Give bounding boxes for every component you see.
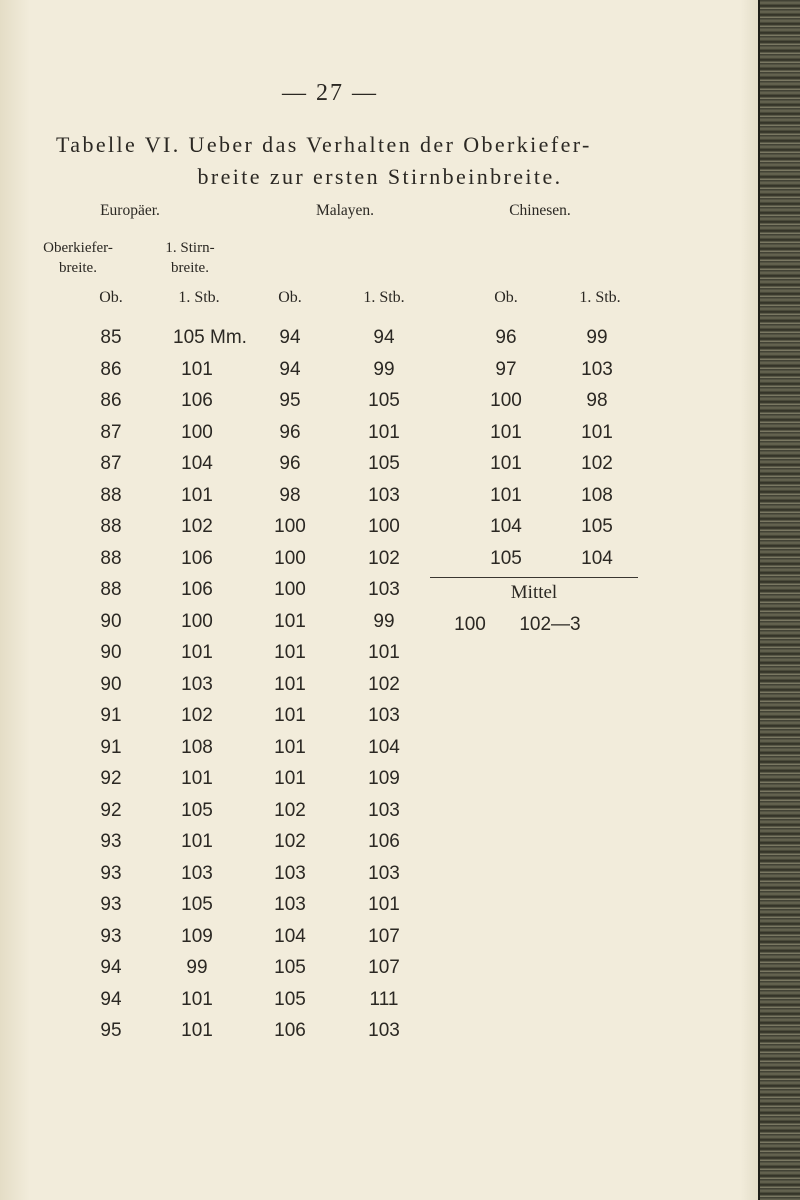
malayen-cell: 111 [369,988,399,1010]
europaer-cell: 90 [100,673,122,695]
europaer-cell: 88 [100,547,122,569]
malayen-cell: 106 [368,831,400,852]
malayen-cell: 95 [279,390,301,411]
europaer-cell: 105 [181,894,213,915]
malayen-cell: 106 [274,1020,306,1041]
book-binding-edge [758,0,800,1200]
europaer-cell: 93 [100,894,122,915]
europaer-cell: 106 [181,390,213,411]
chinesen-cell: 101 [490,484,522,506]
europaer-cell: 93 [100,831,122,852]
malayen-cell: 100 [274,547,306,569]
europaer-cell: 101 [181,1020,213,1041]
malayen-cell: 100 [274,579,306,600]
malayen-cell: 102 [368,547,400,569]
europaer-cell: 109 [181,925,213,947]
europaer-cell: 87 [100,453,122,474]
group-header-chinesen: Chinesen. [509,202,571,219]
europaer-cell: 108 [181,736,213,758]
chinesen-cell: 100 [490,390,522,411]
malayen-cell: 96 [279,421,301,443]
europaer-cell: 106 [181,547,213,569]
malayen-cell: 94 [279,358,301,380]
malayen-cell: 96 [279,453,301,474]
subheader-stirnbreite-line1: 1. Stirn- [165,240,215,256]
column-header-ma-stb: 1. Stb. [363,289,405,306]
malayen-cell: 101 [368,894,400,915]
column-header-eu-ob: Ob. [99,289,123,306]
group-header-europaer: Europäer. [100,202,160,219]
chinesen-cell: 104 [581,547,613,569]
chinesen-cell: 97 [495,358,517,380]
europaer-cell: 106 [181,579,213,600]
malayen-cell: 102 [274,799,306,821]
europaer-cell: 88 [100,484,122,506]
malayen-cell: 98 [279,484,301,506]
chinesen-cell: 96 [495,327,517,348]
subheader-stirnbreite-line2: breite. [171,260,209,276]
europaer-cell: 93 [100,925,122,947]
europaer-cell: 92 [100,799,122,821]
malayen-cell: 105 [368,453,400,474]
malayen-cell: 100 [368,516,400,537]
malayen-cell: 105 [368,390,400,411]
malayen-cell: 102 [274,831,306,852]
europaer-cell: 91 [100,736,122,758]
column-header-ma-ob: Ob. [278,289,302,306]
mittel-stb-value: 102—3 [519,614,581,635]
europaer-cell: 100 [181,610,213,632]
malayen-cell: 103 [368,1020,400,1041]
malayen-cell: 101 [274,768,306,789]
europaer-cell: 90 [100,610,122,632]
subheader-oberkiefer [28,238,128,278]
europaer-cell: 88 [100,516,122,537]
malayen-cell: 100 [274,516,306,537]
chinesen-cell: 103 [581,358,613,380]
europaer-cell: 104 [181,453,213,474]
europaer-cell: 92 [100,768,122,789]
europaer-cell: 103 [181,862,213,884]
malayen-cell: 103 [368,705,400,726]
chinesen-cell: 101 [581,421,613,443]
europaer-cell: 101 [181,358,213,380]
subheader-oberkiefer-line1: Oberkiefer- [43,240,113,256]
europaer-cell: 86 [100,358,122,380]
europaer-cell: 101 [181,988,213,1010]
chinesen-cell: 102 [581,453,613,474]
europaer-cell: 105 [181,799,213,821]
europaer-cell: 85 [100,327,122,348]
column-header-ch-stb: 1. Stb. [579,289,621,306]
europaer-cell: 87 [100,421,122,443]
chinesen-cell: 98 [586,390,608,411]
mittel-label: Mittel [510,582,558,603]
europaer-cell: 94 [100,988,122,1010]
europaer-cell: 95 [100,1020,122,1041]
mittel-divider [430,577,638,578]
europaer-cell: 100 [181,421,213,443]
chinesen-cell: 104 [490,516,522,537]
europaer-cell: 93 [100,862,122,884]
malayen-cell: 103 [368,799,400,821]
malayen-cell: 99 [373,610,395,632]
europaer-cell: 91 [100,705,122,726]
europaer-cell: 105 Mm. [173,327,247,348]
chinesen-cell: 108 [581,484,613,506]
europaer-cell: 102 [181,705,213,726]
malayen-cell: 101 [368,642,400,663]
malayen-cell: 102 [368,673,400,695]
europaer-cell: 90 [100,642,122,663]
subheader-stirnbreite [140,238,240,278]
malayen-cell: 101 [274,610,306,632]
chinesen-cell: 99 [586,327,608,348]
malayen-cell: 105 [274,988,306,1010]
malayen-cell: 101 [274,736,306,758]
chinesen-cell: 101 [490,421,522,443]
europaer-cell: 103 [181,673,213,695]
table-title-line-1: Tabelle VI. Ueber das Verhalten der Oberkiefer- [56,132,592,157]
page-number: — 27 — [282,80,378,106]
group-header-malayen: Malayen. [315,202,375,219]
europaer-cell: 94 [100,957,122,978]
europaer-cell: 101 [181,642,213,663]
column-header-eu-stb: 1. Stb. [178,289,220,306]
chinesen-cell: 105 [490,547,522,569]
malayen-cell: 101 [368,421,400,443]
malayen-cell: 99 [373,358,395,380]
chinesen-cell: 105 [581,516,613,537]
malayen-cell: 101 [274,642,306,663]
europaer-cell: 101 [181,484,213,506]
europaer-cell: 101 [181,831,213,852]
column-header-ch-ob: Ob. [494,289,518,306]
malayen-cell: 107 [368,925,400,947]
europaer-cell: 99 [186,957,208,978]
malayen-cell: 103 [368,862,400,884]
malayen-cell: 104 [274,925,306,947]
europaer-cell: 88 [100,579,122,600]
subheader-oberkiefer-line2: breite. [59,260,97,276]
europaer-cell: 102 [181,516,213,537]
malayen-cell: 107 [368,957,400,978]
chinesen-cell: 101 [490,453,522,474]
malayen-cell: 109 [368,768,400,789]
malayen-cell: 104 [368,736,400,758]
europaer-cell: 86 [100,390,122,411]
malayen-cell: 103 [274,862,306,884]
table-title-line-2: breite zur ersten Stirnbeinbreite. [197,164,563,189]
mittel-ob-value: 100 [454,614,486,635]
europaer-cell: 101 [181,768,213,789]
malayen-cell: 101 [274,705,306,726]
malayen-cell: 103 [274,894,306,915]
malayen-cell: 103 [368,579,400,600]
malayen-cell: 101 [274,673,306,695]
malayen-cell: 103 [368,484,400,506]
malayen-cell: 94 [373,327,395,348]
malayen-cell: 94 [279,327,301,348]
malayen-cell: 105 [274,957,306,978]
